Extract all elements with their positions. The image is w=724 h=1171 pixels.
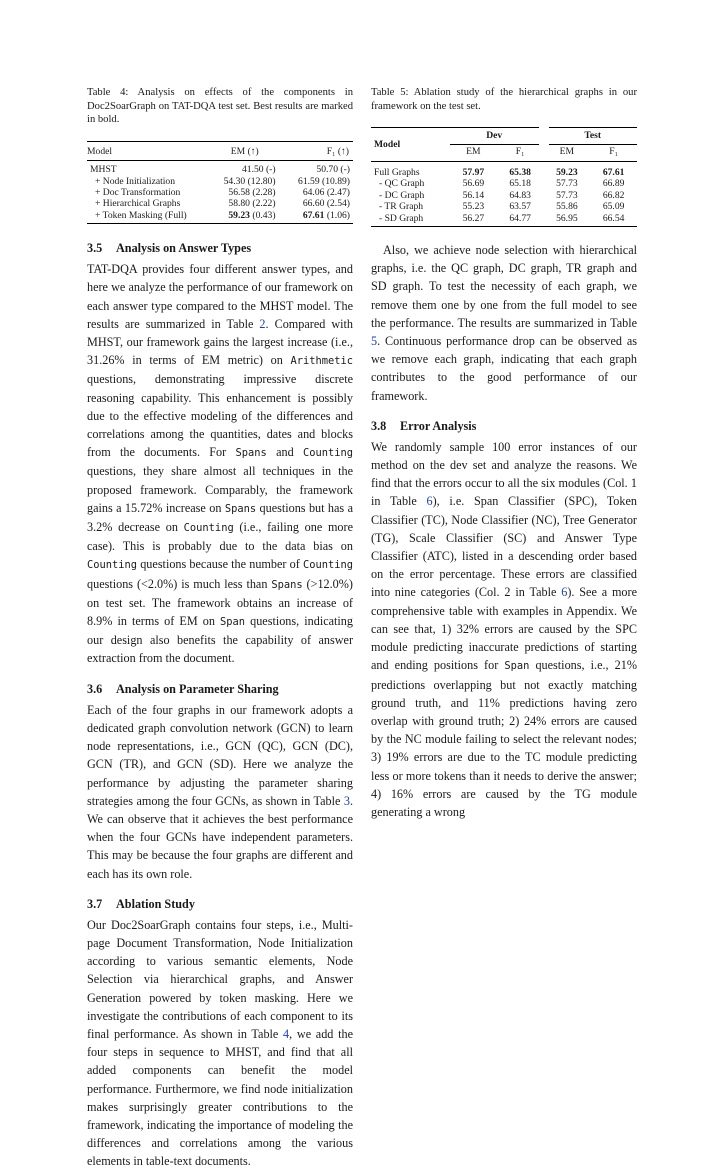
table4-best-f1: 67.61 — [302, 209, 325, 221]
table5-cell: 65.38 — [509, 167, 531, 178]
table4-cell: + Doc Transformation — [95, 187, 181, 198]
table4-best-em: 59.23 — [228, 209, 250, 221]
table-ref-link[interactable]: 6 — [426, 494, 433, 509]
table5-cell: - SD Graph — [379, 212, 424, 224]
table5-header-test: Test — [544, 128, 638, 144]
table4-delta-em: (0.43) — [252, 209, 276, 221]
table5-cell: 56.27 — [462, 212, 485, 224]
table4-header-model: Model — [87, 141, 207, 160]
table5-subheader: EM — [544, 144, 591, 161]
table5-cell: 64.83 — [509, 189, 531, 201]
table5-subheader: EM — [450, 144, 497, 161]
table5-cell: 57.73 — [556, 178, 578, 190]
table5-cell: 63.57 — [509, 201, 531, 213]
table5-cell: 56.95 — [556, 212, 578, 224]
table5-cell: 57.73 — [556, 189, 578, 201]
table5-cell: 57.97 — [462, 167, 485, 178]
table-row — [87, 210, 353, 224]
table4 — [87, 141, 353, 224]
table5-cell: 66.54 — [602, 212, 625, 224]
table5-cell: 55.86 — [556, 201, 578, 213]
section-3-6-heading: 3.6 Analysis on Parameter Sharing — [87, 681, 279, 696]
table5-cell: 59.23 — [556, 167, 578, 178]
table-ref-link[interactable]: 6 — [561, 585, 568, 600]
table-row — [87, 161, 353, 176]
table-row — [371, 178, 637, 189]
table-row — [371, 162, 637, 179]
section-3-5-heading: 3.5 Analysis on Answer Types — [87, 241, 252, 256]
table5-cell: 66.82 — [602, 189, 625, 201]
table4-cell: + Token Masking (Full) — [95, 209, 187, 221]
table4-header-em: EM (↑) — [207, 141, 283, 160]
table-row — [371, 190, 637, 201]
section-3-8-heading: 3.8 Error Analysis — [371, 418, 477, 433]
table4-header-f1: F₁ (↑) — [283, 141, 353, 160]
table4-cell: 61.59 (10.89) — [298, 175, 350, 187]
section-3-5-paragraph: TAT-DQA provides four different answer types, and here we analyze the performance of our framework on each answer type compared to the MHST model. The results are summarized in Table 2. Compared with MHST, our framework gains the largest increase (i.e., 31.26% in terms of EM metric) on Arithmetic questions, demonstrating impressive discrete reasoning capability. This enhancement is possibly due to the effective modeling of the differences and correlations among the quantities, dates and blocks from the documents. For Spans and Counting questions, they share almost all techniques in the proposed framework. Comparably, the framework gains a 15.72% increase on Spans questions but has a 3.2% decrease on Counting (i.e., failing one more case). This is probably due to the data bias on Counting questions because the number of Counting questions (<2.0%) is much less than Spans (>12.0%) on test set. The framework obtains an increase of 8.9% in terms of EM on Span questions, indicating our design also benefits the capability of answer extraction from the document. — [87, 262, 353, 666]
table4-cell: + Node Initialization — [95, 175, 176, 187]
table5-cell: 64.77 — [509, 212, 531, 224]
table4-cell: 64.06 (2.47) — [302, 187, 350, 198]
table5-subheader: F₁ — [497, 144, 544, 161]
table-row — [87, 198, 353, 209]
table4-cell: + Hierarchical Graphs — [95, 198, 181, 210]
table5-cell: 67.61 — [602, 167, 625, 178]
table5-subheader: F₁ — [590, 144, 637, 161]
table-row — [87, 187, 353, 198]
table4-caption: Table 4: Analysis on effects of the components in Doc2SoarGraph on TAT-DQA test set. Best results are marked in bold. — [87, 87, 353, 126]
section-3-6-paragraph: Each of the four graphs in our framework adopts a dedicated graph convolution network (GCN) to learn node representations, i.e., GCN (QC), GCN (DC), GCN (TR), and GCN (SD). Here we analyze the performance by adjusting the parameter sharing strategies among the four GCNs, as shown in Table 3. We can observe that it achieves the best performance when the four GCNs have independent parameters. This may be because the four graphs are different and each has its own role. — [87, 702, 353, 881]
table5 — [371, 127, 637, 227]
table5-cell: 66.89 — [602, 178, 625, 190]
table5-cell: 56.14 — [462, 189, 485, 201]
right-column — [371, 86, 637, 821]
table4-cell: 66.60 (2.54) — [302, 198, 350, 210]
table-row — [371, 213, 637, 227]
table5-cell: 65.18 — [509, 178, 531, 190]
section-3-7-paragraph-2: Also, we achieve node selection with hierarchical graphs, i.e. the QC graph, DC graph, TR graph and SD graph. To test the necessity of each graph, we remove them one by one from the full model to see the performance. The results are summarized in Table 5. Continuous performance drop can be observed as we remove each graph, indicating that each graph contributes to the good performance of our framework. — [371, 243, 637, 403]
table5-cell: 65.09 — [602, 201, 625, 213]
table-ref-link[interactable]: 2 — [259, 316, 266, 331]
table5-cell: 56.69 — [462, 178, 485, 190]
table5-header-dev: Dev — [450, 128, 544, 144]
section-3-8-paragraph: We randomly sample 100 error instances of our method on the dev set and analyze the reasons. We find that the errors occur to all the six modules (Col. 1 in Table 6), i.e. Span Classifier (SPC), Token Classifier (TC), Node Classifier (NC), Tree Generator (TG), Scale Classifier (SC) and Answer Type Classifier (ATC), listed in a descending order based on the error percentage. These errors are classified into nine categories (Col. 2 in Table 6). See a more comprehensive table with examples in Appendix. We can see that, 1) 32% errors are caused by the SPC module predicting inaccurate predictions of starting and ending positions for Span questions, i.e., 21% predictions overlapping but not exactly matching ground truth, and 11% predictions having zero overlap with ground truth; 2) 24% errors are caused by the NC module failing to select the relevant nodes; 3) 19% errors are due to the TC module predicting less or more tokens than it needs to derive the answer; 4) 16% errors are caused by the TG module generating a wrong — [371, 439, 637, 819]
table4-cell: 54.30 (12.80) — [223, 175, 276, 187]
table4-cell: MHST — [90, 164, 117, 176]
table4-cell: 58.80 (2.22) — [228, 198, 276, 210]
table-row — [87, 176, 353, 187]
table5-cell: Full Graphs — [374, 167, 420, 178]
table4-delta-f1: (1.06) — [326, 209, 350, 221]
table5-cell: - TR Graph — [379, 201, 424, 213]
table4-cell — [283, 210, 353, 224]
table5-header-model: Model — [371, 128, 450, 162]
table5-cell: - DC Graph — [379, 189, 425, 201]
section-3-7-paragraph: Our Doc2SoarGraph contains four steps, i.e., Multi-page Document Transformation, Node Initialization according to various semantic elements, Node Selection via hierarchical graphs, and Answer Generation powered by token masking. Here we investigate the contributions of each component to its final performance. As shown in Table 4, we add the four steps in sequence to MHST, and find that all added components can benefit the model performance. Furthermore, we find node initialization makes surprisingly greater contributions to the framework, indicating the importance of modeling the differences and correlations among the various elements in table-text documents. — [87, 917, 353, 1169]
table5-cell: - QC Graph — [379, 178, 425, 190]
table5-cell: 55.23 — [462, 201, 485, 213]
table4-cell: 50.70 (-) — [316, 164, 350, 176]
table-row — [371, 201, 637, 212]
table4-cell: 41.50 (-) — [241, 164, 276, 176]
table5-caption: Table 5: Ablation study of the hierarchical graphs in our framework on the test set. — [371, 87, 637, 112]
table-ref-link[interactable]: 3 — [343, 793, 350, 808]
table4-cell: 56.58 (2.28) — [228, 187, 276, 198]
section-3-7-heading: 3.7 Ablation Study — [87, 896, 195, 911]
table-ref-link[interactable]: 5 — [371, 334, 378, 349]
left-column — [87, 86, 353, 1171]
table4-cell — [207, 210, 283, 224]
table-ref-link[interactable]: 4 — [283, 1026, 290, 1041]
